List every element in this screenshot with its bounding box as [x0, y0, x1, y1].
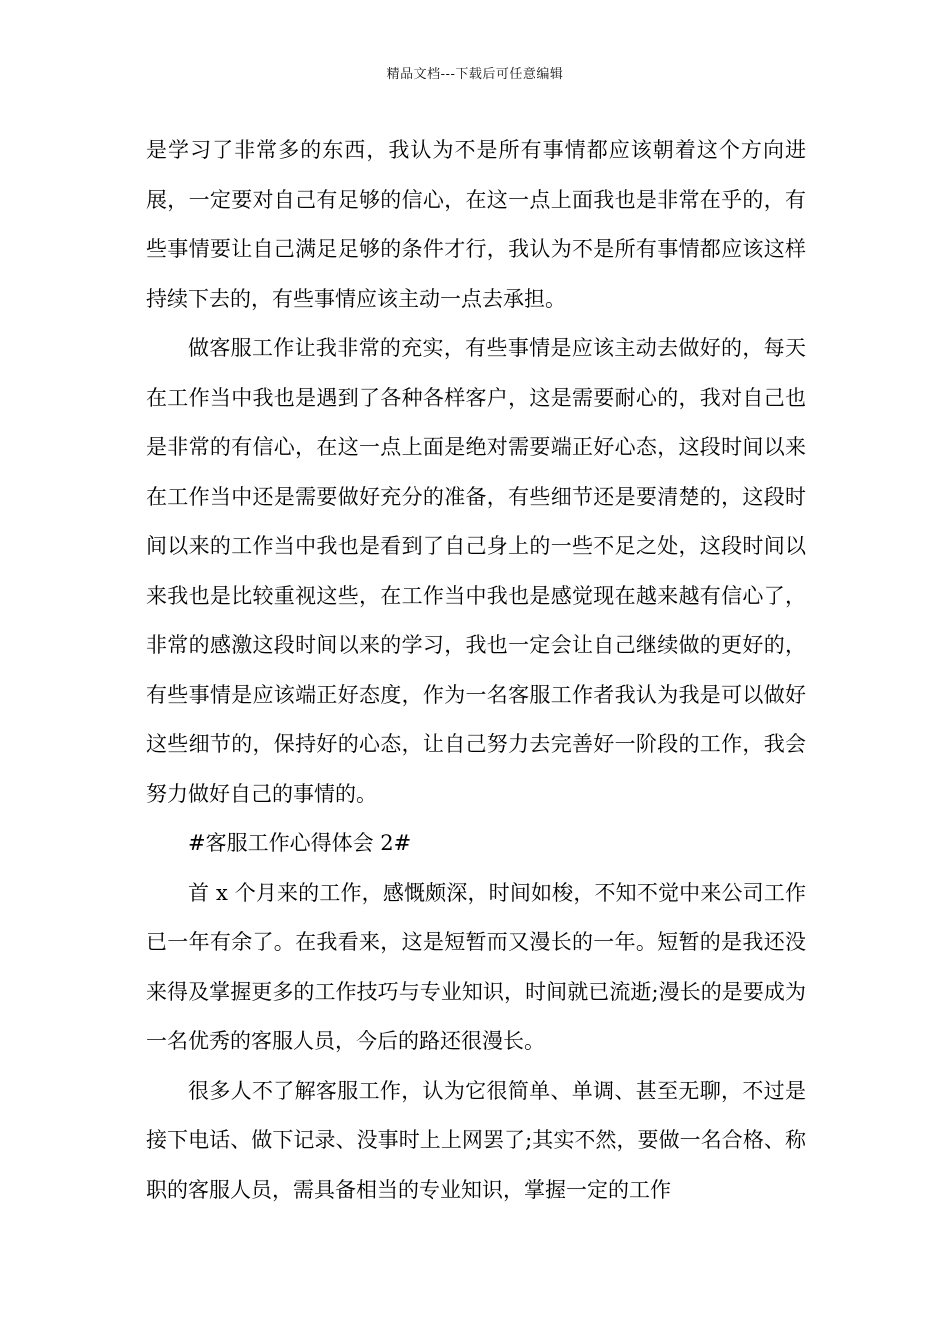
document-body: [146, 126, 806, 1215]
page-header: 精品文档---下载后可任意编辑: [386, 67, 564, 82]
section-paragraph-2: 很多人不了解客服工作，认为它很简单、单调、甚至无聊，不过是接下电话、做下记录、没事时上上网罢了;其实不然，要做一名合格、称职的客服人员，需具备相当的专业知识，掌握一定的工作: [146, 1078, 806, 1202]
paragraph-1: 是学习了非常多的东西，我认为不是所有事情都应该朝着这个方向进展，一定要对自己有足够的信心，在这一点上面我也是非常在乎的，有些事情要让自己满足足够的条件才行，我认为不是所有事情都应该这样持续下去的，有些事情应该主动一点去承担。: [146, 138, 806, 311]
section-heading: #客服工作心得体会 2#: [188, 831, 412, 855]
paragraph-2: 做客服工作让我非常的充实，有些事情是应该主动去做好的，每天在工作当中我也是遇到了各种各样客户，这是需要耐心的，我对自己也是非常的有信心，在这一点上面是绝对需要端正好心态，这段时间以来在工作当中还是需要做好充分的准备，有些细节还是要清楚的，这段时间以来的工作当中我也是看到了自己身上的一些不足之处，这段时间以来我也是比较重视这些，在工作当中我也是感觉现在越来越有信心了，非常的感激这段时间以来的学习，我也一定会让自己继续做的更好的，有些事情是应该端正好态度，作为一名客服工作者我认为我是可以做好这些细节的，保持好的心态，让自己努力去完善好一阶段的工作，我会努力做好自己的事情的。: [146, 336, 806, 806]
section-paragraph-1: 首 x 个月来的工作，感慨颇深，时间如梭，不知不觉中来公司工作已一年有余了。在我看来，这是短暂而又漫长的一年。短暂的是我还没来得及掌握更多的工作技巧与专业知识，时间就已流逝;漫长的是要成为一名优秀的客服人员，今后的路还很漫长。: [146, 880, 806, 1053]
